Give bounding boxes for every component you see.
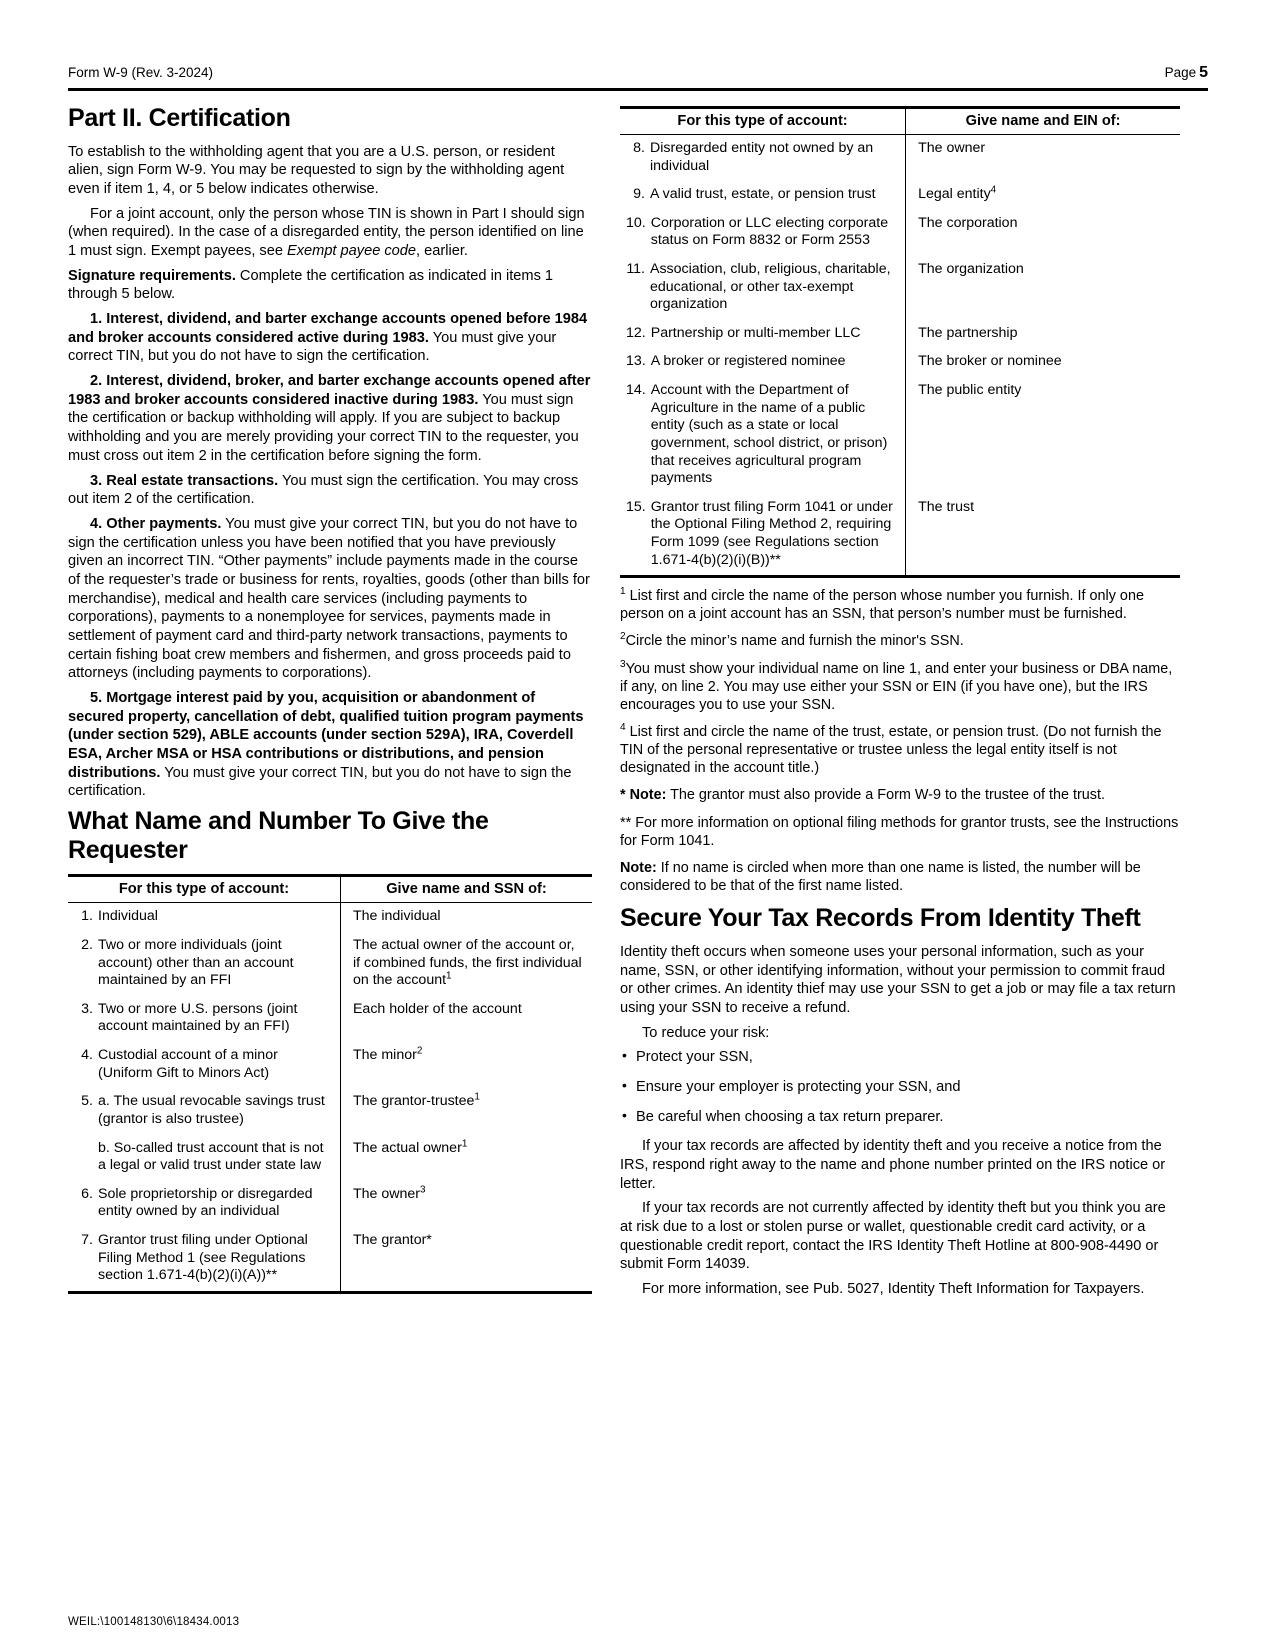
right-column (620, 104, 1180, 1305)
account-type-text: a. The usual revocable savings trust (grantor is also trustee) (98, 1093, 325, 1127)
row-number: 10. (626, 214, 646, 231)
part-2-certification-heading: Part II. Certification (68, 104, 291, 132)
exempt-payee-code-emphasis: Exempt payee code (287, 243, 417, 260)
cell-account-type (68, 903, 340, 932)
cell-account-type (68, 1042, 340, 1088)
certification-item-5 (68, 689, 592, 801)
footnote-double-star-note: ** For more information on optional filing methods for grantor trusts, see the Instructions for Form 1041. (620, 814, 1179, 849)
cell-give-name: Each holder of the account (352, 1000, 522, 1017)
item-5-text: You must give your correct TIN, but you do not have to sign the certification. (68, 764, 572, 800)
table-header-row (68, 876, 592, 903)
row-number: 3. (81, 1000, 93, 1017)
cell-give-name: The actual owner$^1$ (352, 1137, 468, 1156)
cell-account-type (68, 932, 340, 996)
account-type-text: Association, club, religious, charitable, educational, or other tax-exempt organization (650, 261, 891, 313)
cell-give-name: The broker or nominee (918, 353, 1062, 370)
cell-give-name: The owner$^3$ (352, 1184, 426, 1202)
item-2-text: You must sign the certification or backup withholding will apply. If you are subject to backup withholding and you are merely providing your correct TIN to the requester, you must cross out item 2 in the certification before signing the form. (68, 391, 579, 464)
row-number: 4. (81, 1047, 93, 1064)
table-row (68, 1135, 592, 1181)
row-number: 15. (626, 498, 646, 515)
cell-give-name: The trust (918, 498, 975, 515)
left-column (68, 104, 592, 1305)
footnote-reference: 2 (416, 1045, 423, 1057)
cell-account-type (620, 181, 906, 210)
account-type-text: Two or more individuals (joint account) other than an account maintained by an FFI (98, 937, 294, 989)
row-number: 7. (81, 1231, 93, 1248)
footnote-reference: 1 (446, 970, 452, 982)
star-note-text: The grantor must also provide a Form W-9 to the trustee of the trust. (666, 787, 1105, 804)
page-label: Page (1164, 65, 1197, 80)
cell-give-name: The individual (352, 908, 441, 925)
row-number: 2. (81, 937, 93, 954)
item-3-text: You must sign the certification. You may cross out item 2 of the certification. (68, 472, 579, 508)
page-number: 5 (1199, 64, 1208, 81)
cell-account-type (68, 1135, 340, 1181)
cell-account-type (620, 135, 906, 182)
table-row (68, 996, 592, 1042)
cell-account-type (620, 348, 906, 377)
page-indicator (1165, 64, 1208, 82)
identity-theft-intro-paragraph: Identity theft occurs when someone uses your personal information, such as your name, SSN, or other identifying information, without your permission to commit fraud or other crimes. An identity thief may use your SSN to get a job or may file a tax return using your SSN to receive a refund. (620, 943, 1176, 1016)
cell-give-name: The organization (918, 261, 1024, 278)
row-number: 14. (626, 382, 646, 399)
table-row (620, 256, 1180, 320)
table-row (620, 181, 1180, 210)
bates-stamp: WEIL:\100148130\6\18434.0013 (68, 1616, 240, 1628)
table-row (620, 320, 1180, 349)
table-row (620, 377, 1180, 494)
cell-give-name: The corporation (918, 214, 1018, 231)
cell-account-type (620, 210, 906, 256)
list-item: • Be careful when choosing a tax return preparer. (620, 1108, 1180, 1127)
table-row (68, 1227, 592, 1292)
cell-account-type (68, 1227, 340, 1292)
table-row (68, 1181, 592, 1227)
item-4-text: You must give your correct TIN, but you do not have to sign the certification unless you have been notified that you have previously given an incorrect TIN. “Other payments” include payments made in the course of the requester’s trade or business for rents, royalties, goods (other than bills for merchandise), medical and health care services (including payments to corporations), payments to a nonemployee for services, payments made in settlement of payment card and third-party network transactions, payments to certain fishing boat crew members and fishermen, and gross proceeds paid to attorneys (including payments to corporations). (68, 515, 590, 682)
account-type-text: Individual (98, 908, 158, 925)
cell-give-name: The grantor-trustee$^1$ (352, 1091, 480, 1110)
at-risk-records-paragraph: If your tax records are not currently affected by identity theft but you think you are at risk due to a lost or stolen purse or wallet, questionable credit card activity, or a questionable credit report, contact the IRS Identity Theft Hotline at 800-908-4490 or submit Form 14039. (620, 1200, 1166, 1273)
footnote-item: $^1$ List first and circle the name of the person whose number you furnish. If only one person on a joint account has an SSN, that person’s number must be furnished. (620, 586, 1144, 623)
column-header-account-type: For this type of account: (68, 876, 340, 903)
table-row (620, 135, 1180, 182)
reduce-risk-bullet-list (620, 1048, 1180, 1126)
cell-give-name: The minor$^2$ (352, 1045, 423, 1064)
table-row (620, 494, 1180, 577)
column-header-give-name-ssn: Give name and SSN of: (340, 876, 592, 903)
signature-requirements-text: Complete the certification as indicated in items 1 through 5 below. (68, 267, 554, 303)
account-type-text: Custodial account of a minor (Uniform Gift to Minors Act) (98, 1047, 278, 1081)
column-header-account-type: For this type of account: (620, 108, 906, 135)
row-number: 13. (626, 353, 646, 370)
row-number: 5. (81, 1093, 93, 1110)
certification-item-4 (68, 515, 592, 683)
item-1-text: You must give your correct TIN, but you do not have to sign the certification. (68, 329, 557, 365)
column-header-give-name-ein: Give name and EIN of: (906, 108, 1180, 135)
cell-give-name: The owner (918, 140, 986, 156)
cell-account-type (620, 494, 906, 577)
cell-account-type (68, 996, 340, 1042)
item-3-heading: 3. Real estate transactions. (90, 472, 279, 489)
certification-item-3 (68, 472, 592, 509)
account-type-text: b. So-called trust account that is not a legal or valid trust under state law (98, 1139, 324, 1174)
row-number: 12. (626, 324, 646, 341)
cell-account-type (68, 1181, 340, 1227)
cell-give-name: The actual owner of the account or, if combined funds, the first individual on the account$^1$ (352, 937, 582, 989)
account-type-text: Disregarded entity not owned by an individual (650, 140, 874, 174)
list-item: • Protect your SSN, (620, 1048, 1180, 1067)
certification-item-2 (68, 372, 592, 465)
account-type-text: Sole proprietorship or disregarded entity owned by an individual (98, 1185, 313, 1220)
more-information-paragraph: For more information, see Pub. 5027, Identity Theft Information for Taxpayers. (642, 1280, 1145, 1297)
reduce-risk-lead: To reduce your risk: (642, 1024, 770, 1041)
general-note-text: If no name is circled when more than one name is listed, the number will be considered to be that of the first name listed. (620, 859, 1141, 895)
footnote-marker: 2 (620, 631, 626, 643)
row-number: 9. (633, 186, 645, 203)
signature-requirements-paragraph (68, 267, 592, 304)
affected-records-paragraph: If your tax records are affected by identity theft and you receive a notice from the IRS, respond right away to the name and phone number printed on the IRS notice or letter. (620, 1138, 1166, 1192)
cell-account-type (620, 256, 906, 320)
star-note-label: * Note: (620, 787, 667, 804)
joint-account-paragraph (68, 205, 592, 261)
page-header (68, 64, 1208, 82)
cell-give-name: The public entity (918, 382, 1022, 399)
footnote-reference: 3 (420, 1184, 426, 1195)
table-row (68, 932, 592, 996)
cell-give-name: Legal entity$^4$ (918, 184, 997, 203)
footnote-marker: 1 (620, 586, 626, 598)
row-number: 11. (626, 261, 645, 278)
row-number: 1. (81, 908, 93, 925)
table-header-row (620, 108, 1180, 135)
footnote-star-note (620, 786, 1180, 804)
account-type-text: Partnership or multi-member LLC (650, 324, 861, 341)
table-row (68, 903, 592, 932)
footnote-reference: 1 (474, 1091, 480, 1103)
signature-requirements-label: Signature requirements. (68, 267, 236, 284)
account-type-text: Corporation or LLC electing corporate status on Form 8832 or Form 2553 (650, 214, 889, 249)
table-footnotes (620, 587, 1180, 895)
footnote-item: $^2$Circle the minor’s name and furnish the minor's SSN. (620, 631, 964, 650)
account-type-text: Grantor trust filing under Optional Filing Method 1 (see Regulations section 1.671-4(b)(2)(i)(A))** (98, 1231, 308, 1284)
header-divider (68, 88, 1208, 91)
cell-account-type (620, 377, 906, 494)
item-2-heading: 2. Interest, dividend, broker, and barter exchange accounts opened after 1983 and broker accounts considered inactive during 1983. (68, 373, 591, 408)
cell-account-type (68, 1088, 340, 1134)
general-note-label: Note: (620, 859, 657, 876)
form-revision-label: Form W-9 (Rev. 3-2024) (68, 65, 214, 80)
certification-intro-paragraph: To establish to the withholding agent that you are a U.S. person, or resident alien, sign Form W-9. You may be requested to sign by the withholding agent even if item 1, 4, or 5 below indicates otherwise. (68, 143, 565, 198)
joint-account-text-b: , earlier. (416, 243, 468, 260)
item-4-heading: 4. Other payments. (90, 515, 222, 532)
certification-item-1 (68, 310, 592, 366)
cell-give-name: The grantor* (352, 1231, 432, 1248)
two-column-body (68, 104, 1208, 1305)
secure-tax-records-heading: Secure Your Tax Records From Identity Theft (620, 904, 1141, 933)
account-type-text: A broker or registered nominee (650, 353, 846, 370)
footnote-item: $^3$You must show your individual name on line 1, and enter your business or DBA name, if any, on line 2. You may use either your SSN or EIN (if you have one), but the IRS encourages you to use your SSN. (620, 658, 1173, 713)
row-number: 8. (633, 140, 645, 156)
footnote-marker: 3 (620, 658, 626, 670)
footnote-general-note (620, 859, 1180, 895)
what-name-and-number-heading: What Name and Number To Give the Requester (68, 806, 489, 864)
table-row (620, 348, 1180, 377)
footnote-reference: 1 (461, 1137, 468, 1149)
account-type-text: Grantor trust filing Form 1041 or under the Optional Filing Method 2, requiring Form 1099 (see Regulations section 1.671-4(b)(2)(i)(B))** (650, 498, 893, 568)
name-and-ssn-table (68, 874, 592, 1293)
row-number: 6. (81, 1185, 93, 1202)
account-type-text: Account with the Department of Agriculture in the name of a public entity (such as a state or local government, school district, or prison) that receives agricultural program payments (650, 382, 888, 487)
table-row (68, 1042, 592, 1088)
account-type-text: Two or more U.S. persons (joint account maintained by an FFI) (98, 1000, 298, 1035)
joint-account-text-a: For a joint account, only the person whose TIN is shown in Part I should sign (when required). In the case of a disregarded entity, the person identified on line 1 must sign. Exempt payees, see (68, 205, 585, 260)
name-and-ein-table (620, 106, 1180, 578)
item-5-heading: 5. Mortgage interest paid by you, acquisition or abandonment of secured property, cancellation of debt, qualified tuition program payments (under section 529), ABLE accounts (under section 529A), IRA, Coverdell ESA, Archer MSA or HSA contributions or distributions, and pension distributions. (68, 689, 584, 781)
cell-give-name: The partnership (918, 324, 1018, 341)
table-row (620, 210, 1180, 256)
footnote-marker: 4 (620, 722, 626, 734)
cell-account-type (620, 320, 906, 349)
table-row (68, 1088, 592, 1134)
item-1-heading: 1. Interest, dividend, and barter exchange accounts opened before 1984 and broker accounts considered active during 1983. (68, 311, 588, 346)
account-type-text: A valid trust, estate, or pension trust (650, 186, 876, 203)
footnote-item: $^4$ List first and circle the name of the trust, estate, or pension trust. (Do not furnish the TIN of the personal representative or trustee unless the legal entity itself is not designated in the account title.) (620, 722, 1162, 777)
list-item: • Ensure your employer is protecting your SSN, and (620, 1078, 1180, 1097)
footnote-reference: 4 (990, 184, 997, 196)
